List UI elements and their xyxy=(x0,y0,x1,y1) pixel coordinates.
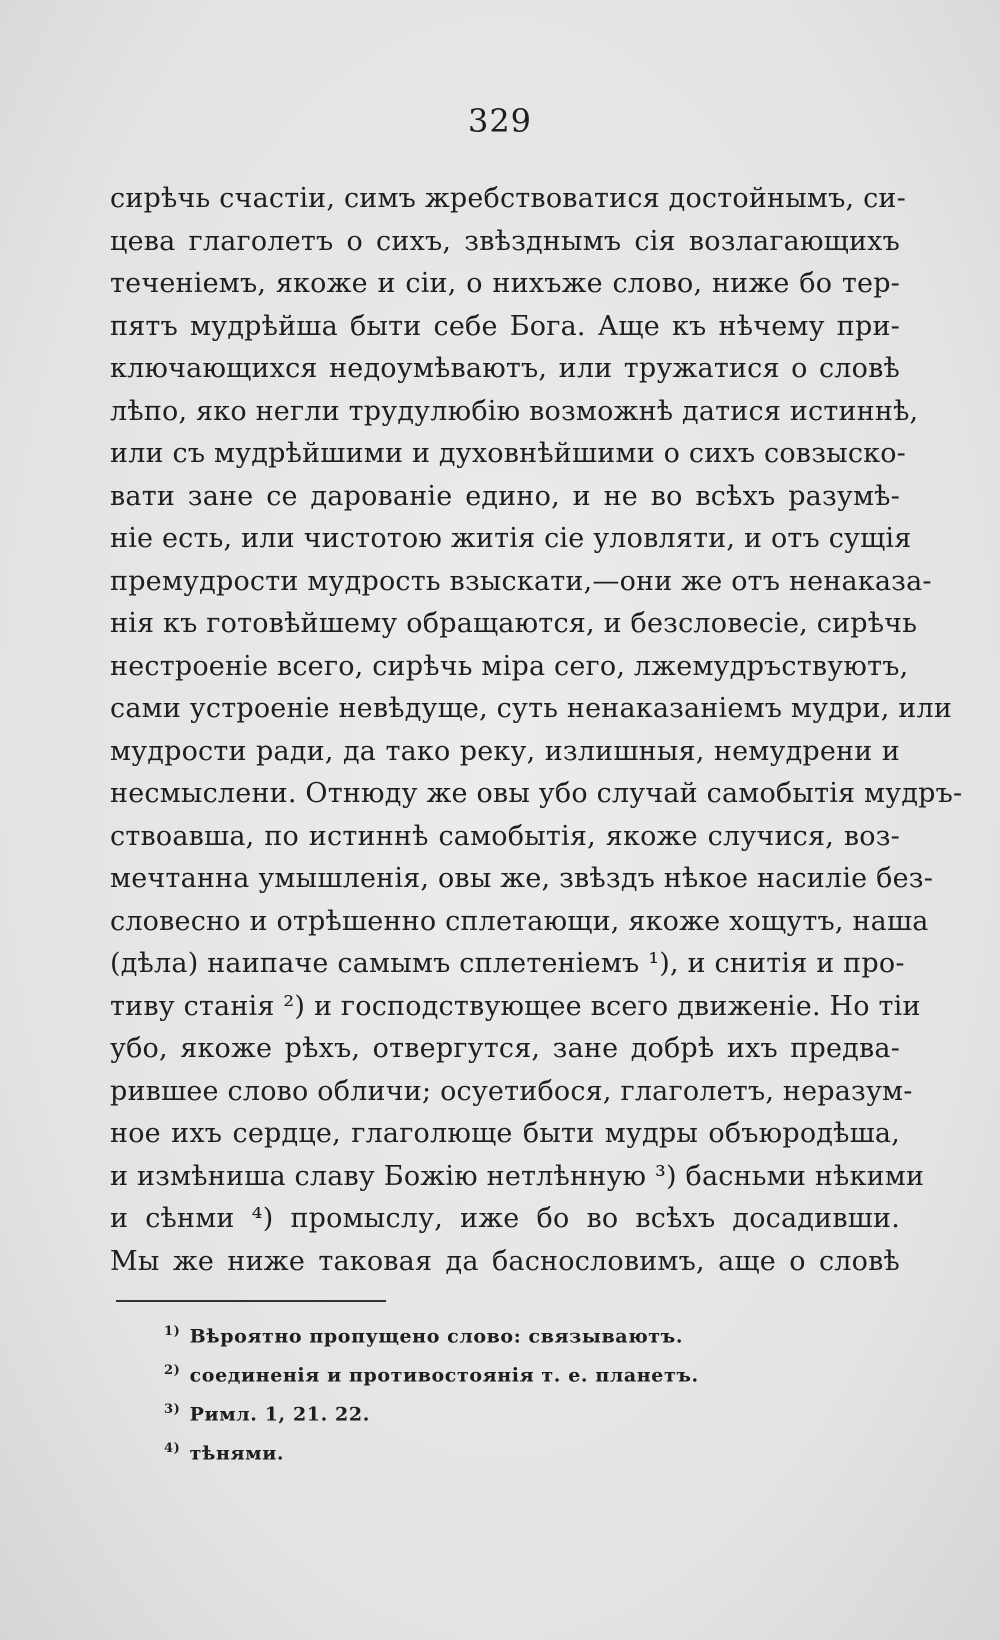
text-line: лѣпо, яко негли трудулюбію возможнѣ датися истиннѣ, xyxy=(110,395,919,427)
text-line: ніе есть, или чистотою житія сіе уловляти, и отъ сущія xyxy=(110,523,912,554)
text-line: сирѣчь счастіи, симъ жребствоватися достойнымъ, си- xyxy=(110,183,906,214)
text-line: ствоавша, по истиннѣ самобытія, якоже случися, воз- xyxy=(110,820,900,852)
text-line: ключающихся недоумѣваютъ, или тружатися о словѣ xyxy=(110,353,900,384)
footnote-text: Римл. 1, 21. 22. xyxy=(189,1403,370,1426)
text-line: нія къ готовѣйшему обращаются, и безсловесіе, сирѣчь xyxy=(110,608,918,639)
text-line: нестроеніе всего, сирѣчь міра сего, лжемудръствуютъ, xyxy=(110,650,909,682)
text-line: или съ мудрѣйшими и духовнѣйшими о сихъ совзыско- xyxy=(110,438,906,469)
text-line: тиву станія ²) и господствующее всего движеніе. Но тіи xyxy=(110,990,921,1022)
footnote-mark: 4) xyxy=(164,1441,181,1456)
text-line: и сѣнми ⁴) промыслу, иже бо во всѣхъ досадивши. xyxy=(110,1203,900,1234)
text-line: теченіемъ, якоже и сіи, о нихъже слово, ниже бо тер- xyxy=(110,268,900,299)
footnote-mark: 3) xyxy=(164,1402,181,1417)
footnote-text: Вѣроятно пропущено слово: связываютъ. xyxy=(189,1325,684,1348)
text-line: цева глаголетъ о сихъ, звѣзднымъ сія возлагающихъ xyxy=(110,225,900,257)
text-line: мудрости ради, да тако реку, излишныя, немудрени и xyxy=(110,735,900,767)
text-line: мечтанна умышленія, овы же, звѣздъ нѣкое насиліе без- xyxy=(110,863,934,894)
text-line: Мы же ниже таковая да баснословимъ, аще о словѣ xyxy=(110,1245,900,1277)
footnote-mark: 2) xyxy=(164,1363,181,1378)
footnote xyxy=(164,1429,884,1468)
footnote-mark: 1) xyxy=(164,1324,181,1339)
text-line: несмыслени. Отнюду же овы убо случай самобытія мудръ- xyxy=(110,778,963,809)
text-line: пятъ мудрѣйша быти себе Бога. Аще къ нѣчему при- xyxy=(110,310,900,342)
footnote xyxy=(164,1390,884,1429)
text-line: и измѣниша славу Божію нетлѣнную ³) басньми нѣкими xyxy=(110,1160,925,1192)
text-line: словесно и отрѣшенно сплетающи, якоже хощутъ, наша xyxy=(110,905,929,937)
footnote-text: соединенія и противостоянія т. е. планетъ. xyxy=(189,1364,699,1387)
footnote xyxy=(164,1351,884,1390)
text-line: убо, якоже рѣхъ, отвергутся, зане добрѣ ихъ предва- xyxy=(110,1033,900,1064)
text-line: (дѣла) наипаче самымъ сплетеніемъ ¹), и снитія и про- xyxy=(110,948,905,979)
text-line: рившее слово обличи; осуетибося, глаголетъ, неразум- xyxy=(110,1075,913,1107)
footnote xyxy=(164,1312,884,1351)
text-line: ное ихъ сердце, глаголюще быти мудры объюродѣша, xyxy=(110,1118,900,1149)
page-number: 329 xyxy=(467,102,533,140)
footnote-text: тѣнями. xyxy=(189,1442,285,1465)
text-line: премудрости мудрость взыскати,—они же отъ ненаказа- xyxy=(110,565,932,597)
text-line: вати зане се дарованіе едино, и не во всѣхъ разумѣ- xyxy=(110,480,900,512)
footnote-divider xyxy=(116,1300,386,1302)
body-text xyxy=(110,178,963,1283)
text-line: сами устроеніе невѣдуще, суть ненаказаніемъ мудри, или xyxy=(110,693,953,724)
footnotes xyxy=(164,1312,884,1468)
